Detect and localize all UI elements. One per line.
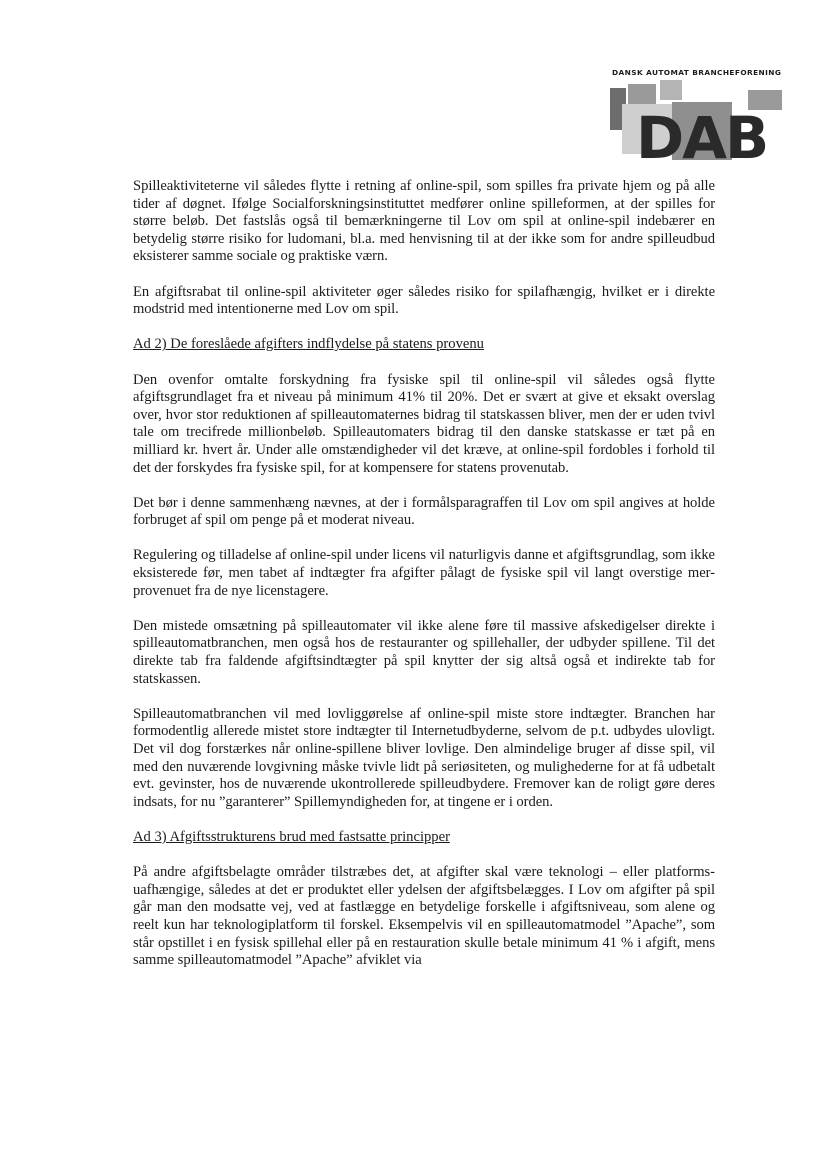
logo-org-name: DANSK AUTOMAT BRANCHEFORENING [612,68,782,77]
letter-body [133,178,715,970]
paragraph-7: Spilleautomatbranchen vil med lovliggørelse af online-spil miste store indtægter. Branchen har formodentlig allerede mistet store indtægter til Internetudbyderne, selvom de p.t. udbydes ulovligt. Det vil dog forstærkes når online-spillene bliver lovlige. Den almindelige bruger af disse spil, vil med den nuværende lovgivning måske tvivle lidt på seriøsiteten, og mulighederne for at få udbetalt evt. gevinster, hos de nuværende ukontrollerede spilleudbydere. Fremover kan de roligt gøre deres indsats, for nu ”garanterer” Spillemyndigheden for, at tingene er i orden. [133,705,715,810]
section-heading-ad3: Ad 3) Afgiftsstrukturens brud med fastsatte principper [133,828,450,845]
paragraph-4: Det bør i denne sammenhæng nævnes, at der i formålsparagraffen til Lov om spil angives at holde forbruget af spil om penge på et moderat niveau. [133,494,715,529]
paragraph-1: Spilleaktiviteterne vil således flytte i retning af online-spil, som spilles fra private hjem og på alle tider af døgnet. Ifølge Socialforskningsinstituttet medfører online spilleformen, at der spilles for større beløb. Det fastslås også til bemærkningerne til Lov om spil at online-spil indebærer en betydelig større risiko for ludomani, bl.a. med henvisning til at der ikke som for andre spilleudbud eksisterer samme sociale og praktiske værn. [133,178,715,265]
paragraph-2: En afgiftsrabat til online-spil aktiviteter øger således risiko for spilafhængig, hvilket er i direkte modstrid med intentionerne med Lov om spil. [133,283,715,318]
paragraph-8: På andre afgiftsbelagte områder tilstræbes det, at afgifter skal være teknologi – eller platforms-uafhængige, således at det er produktet eller ydelsen der afgiftsbelægges. I Lov om afgifter på spil går man den modsatte vej, ved at fastlægge en betydelige forskelle i afgiftsniveau, som alene og reelt kun har teknologiplatform til forskel. Eksempelvis vil en spilleautomatmodel ”Apache”, som står opstillet i en fysisk spillehal eller på en restauration skulle betale minimum 41 % i afgift, mens samme spilleautomatmodel ”Apache” afviklet via [133,864,715,969]
paragraph-3: Den ovenfor omtalte forskydning fra fysiske spil til online-spil vil således også flytte afgiftsgrundlaget fra et niveau på minimum 41% til 20%. Det er svært at give et eksakt overslag over, hvor stor reduktionen af spilleautomaternes bidrag til statskassen bliver, men der er uden tvivl tale om trecifrede millionbeløb. Spilleautomaters bidrag til den danske statskasse er tæt på en milliard kr. hvert år. Under alle omstændigheder vil det kræve, at online-spil fordobles i forhold til det der forskydes fra fysiske spil, for at kompensere for statens provenutab. [133,371,715,476]
dab-logo [600,68,790,168]
paragraph-6: Den mistede omsætning på spilleautomater vil ikke alene føre til massive afskedigelser direkte i spilleautomatbranchen, men også hos de restauranter og spillehaller, der udbyder spillene. Til det direkte tab fra faldende afgiftsindtægter på spil knytter der sig altså også et indirekte tab for statskassen. [133,617,715,687]
section-heading-ad2: Ad 2) De foreslåede afgifters indflydelse på statens provenu [133,336,484,353]
paragraph-5: Regulering og tilladelse af online-spil under licens vil naturligvis danne et afgiftsgrundlag, som ikke eksisterede før, men tabet af indtægter fra afgifter pålagt de fysiske spil vil langt overstige mer-provenuet fra de nye licenstagere. [133,547,715,599]
dab-logo-mark [608,80,790,170]
svg-text:DAB: DAB [636,104,768,170]
